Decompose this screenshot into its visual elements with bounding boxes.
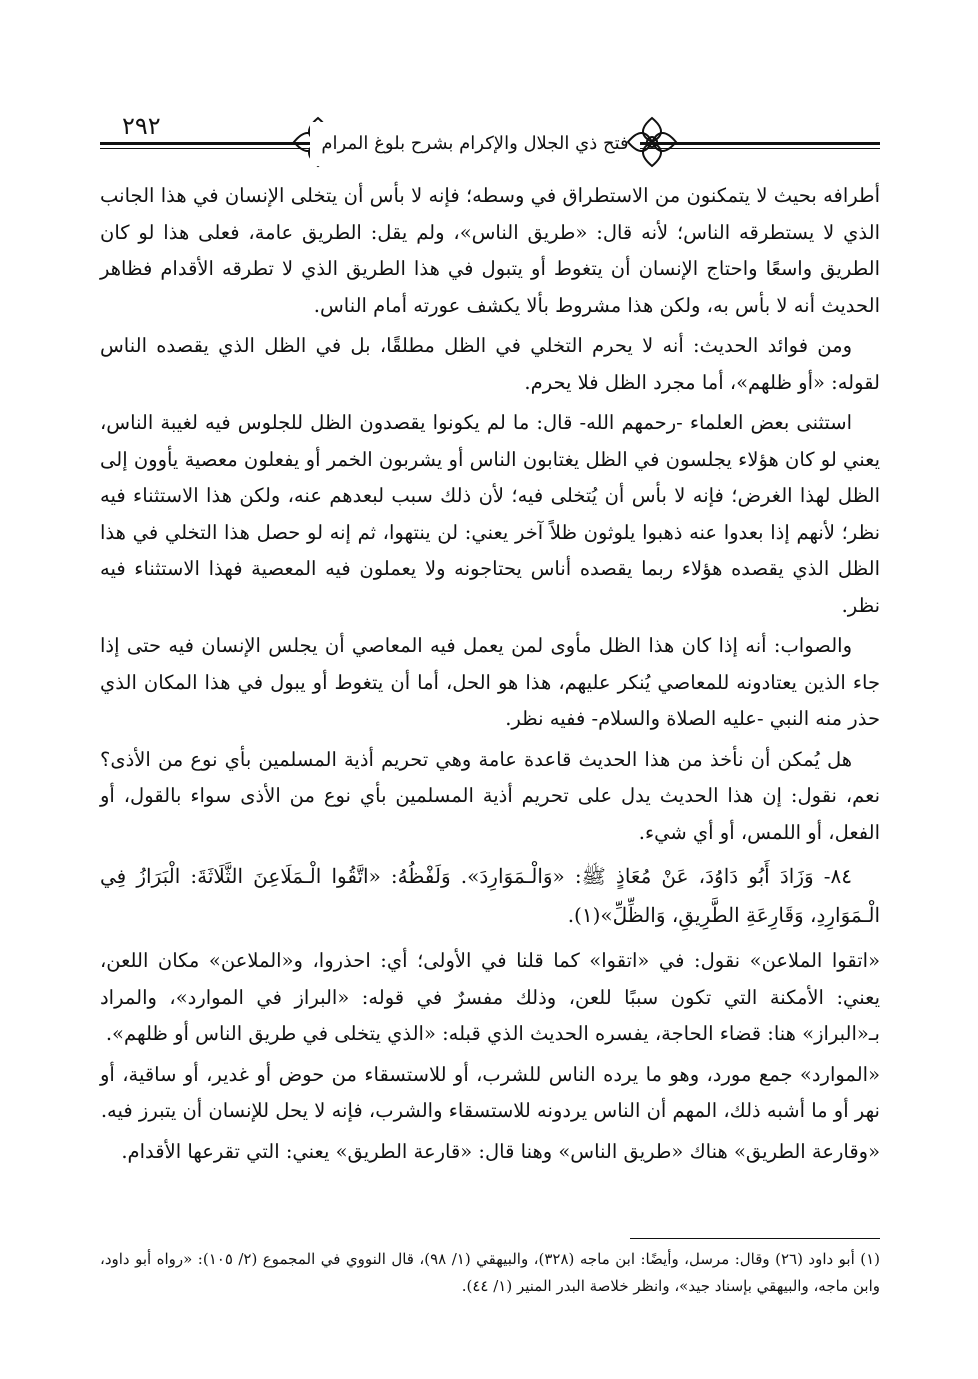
book-title: فتح ذي الجلال والإكرام بشرح بلوغ المرام (321, 133, 629, 154)
page-number: ٢٩٢ (122, 112, 161, 140)
paragraph: ومن فوائد الحديث: أنه لا يحرم التخلي في الظل مطلقًا، بل في الظل الذي يقصده الناس لقوله: «أو ظلهم»، أما مجرد الظل فلا يحرم. (100, 334, 880, 394)
explanation-paragraph: «الموارد» جمع مورد، وهو ما يرده الناس للشرب، أو للاستسقاء من حوض أو غدير، أو ساقية، أو نهر أو ما أشبه ذلك، المهم أن الناس يردونه للاستسقاء والشرب، فإنه لا يحل للإنسان أن يتبرز فيه. (100, 1062, 880, 1122)
page-body (100, 178, 880, 1174)
paragraph: هل يُمكن أن نأخذ من هذا الحديث قاعدة عامة وهي تحريم أذية المسلمين بأي نوع من الأذى؟ نعم، نقول: إن هذا الحديث يدل على تحريم أذية المسلمين بأي نوع من الأذى سواء بالقول، أو الفعل، أو اللمس، أو أي شيء. (100, 747, 880, 844)
footnote-divider (630, 1238, 880, 1239)
page-header (100, 108, 880, 170)
paragraph: والصواب: أنه إذا كان هذا الظل مأوى لمن يعمل فيه المعاصي أن يجلس الإنسان فيه حتى إذا جاء الذين يعتادونه للمعاصي يُنكر عليهم، هذا هو الحل، أما أن يتغوط أو يبول في هذا المكان الذي حذر منه النبي -عليه الصلاة والسلام- ففيه نظر. (100, 634, 880, 730)
right-ornament-icon (624, 114, 680, 170)
paragraph: استثنى بعض العلماء -رحمهم الله- قال: ما لم يكونوا يقصدون الظل للجلوس فيه لغيبة الناس، يعني لو كان هؤلاء يجلسون في الظل يغتابون الناس أو يشربون الخمر أو يفعلون معصية يأوون إلى الظل لهذا الغرض؛ فإنه لا بأس أن يُتخلى فيه؛ لأن ذلك سبب لبعدهم عنه، ولكن هذا الاستثناء فيه نظر؛ لأنهم إذا بعدوا عنه ذهبوا يلوثون ظلاً آخر يعني: لن ينتهوا، ثم إنه لو حصل هذا التخلي في هذا الظل الذي يقصده هؤلاء ربما يقصده أناس يحتاجونه ولا يعملون فيه المعصية فهذا الاستثناء فيه نظر. (100, 411, 880, 617)
hadith-text: ٨٤- وَزَادَ أَبُو دَاوُدَ، عَنْ مُعَاذٍ ﷺ: «وَالْـمَوَارِدَ». وَلَفْظُهُ: «اتَّقُوا الْـمَلَاعِنَ الثَّلَاثَةَ: الْبَرَازُ فِي الْـمَوَارِدِ، وَقَارِعَةِ الطَّرِيقِ، وَالظِّلِّ»(١). (100, 864, 880, 927)
title-box (310, 122, 640, 166)
paragraph: أطرافه بحيث لا يتمكنون من الاستطراق في وسطه؛ فإنه لا بأس أن يتخلى الإنسان في هذا الجانب الذي لا يستطرقه الناس؛ لأنه قال: «طريق الناس»، ولم يقل: الطريق عامة، فعلى هذا لو كان الطريق واسعًا واحتاج الإنسان أن يتغوط أو يتبول في هذا الطريق الذي لا تطرقه الأقدام فظاهر الحديث أنه لا بأس به، ولكن هذا مشروط بألا يكشف عورته أمام الناس. (100, 184, 880, 317)
footnote: (١) أبو داود (٢٦) وقال: مرسل، وأيضًا: ابن ماجه (٣٢٨)، والبيهقي (١/ ٩٨)، قال النووي في المجموع (٢/ ١٠٥): «رواه أبو داود، وابن ماجه، والبيهقي بإسناد جيد»، وانظر خلاصة البدر المنير (١/ ٤٤). (100, 1250, 880, 1295)
explanation-paragraph: «اتقوا الملاعن» نقول: في «اتقوا» كما قلنا في الأولى؛ أي: احذروا، و«الملاعن» مكان اللعن، يعني: الأمكنة التي تكون سببًا للعن، وذلك مفسرٌ في قوله: «البراز في الموارد»، والمراد بـ«البراز» هنا: قضاء الحاجة، يفسره الحديث الذي قبله: «الذي يتخلى في طريق الناس أو ظلهم». (100, 949, 880, 1045)
footnotes (100, 1246, 880, 1300)
explanation-paragraph: «وقارعة الطريق» هناك «طريق الناس» وهنا قال: «قارعة الطريق» يعني: التي تقرعها الأقدام. (121, 1139, 880, 1163)
